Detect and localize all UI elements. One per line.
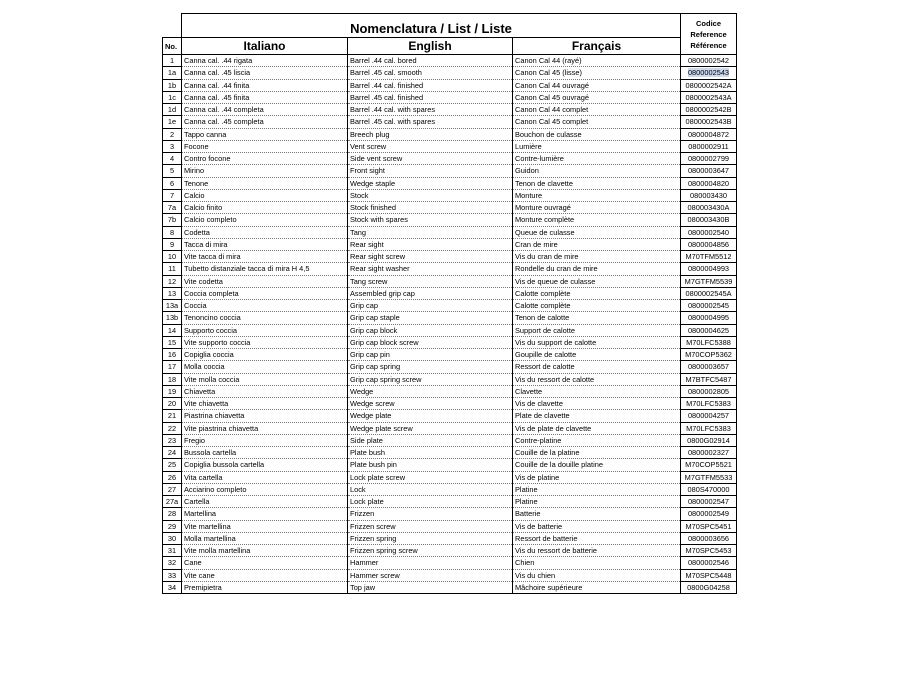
row-number-cell: 7 — [163, 189, 182, 201]
francais-cell: Canon Cal 45 (lisse) — [513, 67, 681, 79]
selected-code-text[interactable]: 0800002543 — [687, 68, 730, 78]
row-number-cell: 5 — [163, 165, 182, 177]
table-row — [163, 263, 737, 275]
francais-cell: Support de calotte — [513, 324, 681, 336]
english-cell: Barrel .45 cal. finished — [348, 91, 513, 103]
italiano-cell: Mirino — [182, 165, 348, 177]
row-number-cell: 1d — [163, 104, 182, 116]
english-cell: Wedge screw — [348, 398, 513, 410]
table-row — [163, 116, 737, 128]
row-number-cell: 1a — [163, 67, 182, 79]
francais-cell: Tenon de calotte — [513, 312, 681, 324]
english-cell: Rear sight — [348, 238, 513, 250]
table-row — [163, 398, 737, 410]
francais-cell: Vis du support de calotte — [513, 336, 681, 348]
francais-cell: Vis de platine — [513, 471, 681, 483]
italiano-cell: Tenone — [182, 177, 348, 189]
code-cell: 0800004257 — [681, 410, 737, 422]
francais-cell: Vis du chien — [513, 569, 681, 581]
row-number-cell: 15 — [163, 336, 182, 348]
row-number-cell: 32 — [163, 557, 182, 569]
italiano-cell: Codetta — [182, 226, 348, 238]
italiano-cell: Vita cartella — [182, 471, 348, 483]
english-cell: Rear sight washer — [348, 263, 513, 275]
table-body — [163, 55, 737, 594]
english-cell: Grip cap staple — [348, 312, 513, 324]
english-cell: Plate bush — [348, 447, 513, 459]
english-cell: Front sight — [348, 165, 513, 177]
table-row — [163, 104, 737, 116]
francais-cell: Vis de clavette — [513, 398, 681, 410]
code-cell: M7GTFM5533 — [681, 471, 737, 483]
row-number-cell: 21 — [163, 410, 182, 422]
francais-cell: Queue de culasse — [513, 226, 681, 238]
francais-cell: Platine — [513, 483, 681, 495]
francais-cell: Contre-lumière — [513, 153, 681, 165]
table-row — [163, 373, 737, 385]
code-cell: 0800002545A — [681, 287, 737, 299]
row-number-cell: 34 — [163, 581, 182, 593]
english-cell: Hammer screw — [348, 569, 513, 581]
row-number-cell: 16 — [163, 349, 182, 361]
code-cell: 080003430A — [681, 202, 737, 214]
francais-cell: Rondelle du cran de mire — [513, 263, 681, 275]
italiano-cell: Cane — [182, 557, 348, 569]
table-row — [163, 361, 737, 373]
code-cell: 0800004993 — [681, 263, 737, 275]
code-cell: 0800003657 — [681, 361, 737, 373]
italiano-cell: Premipietra — [182, 581, 348, 593]
francais-cell: Mâchoire supérieure — [513, 581, 681, 593]
row-number-cell: 24 — [163, 447, 182, 459]
row-number-cell: 17 — [163, 361, 182, 373]
francais-cell: Couille de la douille platine — [513, 459, 681, 471]
francais-cell: Vis du ressort de batterie — [513, 545, 681, 557]
italiano-cell: Canna cal. .44 rigata — [182, 55, 348, 67]
table-row — [163, 496, 737, 508]
italiano-cell: Tappo canna — [182, 128, 348, 140]
code-header-it: Codice — [695, 18, 721, 28]
table-row — [163, 569, 737, 581]
italiano-cell: Canna cal. .45 liscia — [182, 67, 348, 79]
code-cell: M70SPC5453 — [681, 545, 737, 557]
code-cell — [681, 67, 737, 79]
francais-column-header: Français — [513, 38, 681, 55]
english-cell: Side vent screw — [348, 153, 513, 165]
italiano-cell: Fregio — [182, 434, 348, 446]
francais-cell: Chien — [513, 557, 681, 569]
row-number-cell: 7b — [163, 214, 182, 226]
english-cell: Lock plate screw — [348, 471, 513, 483]
english-cell: Tang — [348, 226, 513, 238]
table-row — [163, 238, 737, 250]
francais-cell: Monture — [513, 189, 681, 201]
italiano-cell: Molla martellina — [182, 532, 348, 544]
code-cell: 0800002543B — [681, 116, 737, 128]
code-cell: 0800002546 — [681, 557, 737, 569]
table-row — [163, 520, 737, 532]
row-number-cell: 1e — [163, 116, 182, 128]
code-cell: 0800002549 — [681, 508, 737, 520]
table-row — [163, 532, 737, 544]
italiano-cell: Piastrina chiavetta — [182, 410, 348, 422]
table-row — [163, 202, 737, 214]
italiano-cell: Tacca di mira — [182, 238, 348, 250]
italiano-cell: Vite martellina — [182, 520, 348, 532]
italiano-cell: Supporto coccia — [182, 324, 348, 336]
francais-cell: Calotte complète — [513, 287, 681, 299]
francais-cell: Tenon de clavette — [513, 177, 681, 189]
english-cell: Frizzen spring — [348, 532, 513, 544]
code-cell: 0800002911 — [681, 140, 737, 152]
table-row — [163, 434, 737, 446]
english-cell: Grip cap spring — [348, 361, 513, 373]
table-row — [163, 410, 737, 422]
english-cell: Grip cap pin — [348, 349, 513, 361]
code-cell: 0800002327 — [681, 447, 737, 459]
code-cell: M70SPC5448 — [681, 569, 737, 581]
italiano-cell: Vite chiavetta — [182, 398, 348, 410]
francais-cell: Canon Cal 45 complet — [513, 116, 681, 128]
table-row — [163, 459, 737, 471]
code-header-fr: Référence — [690, 40, 727, 50]
code-cell: 0800004625 — [681, 324, 737, 336]
code-header-en: Reference — [690, 29, 727, 39]
english-cell: Breech plug — [348, 128, 513, 140]
italiano-cell: Canna cal. .44 finita — [182, 79, 348, 91]
row-number-cell: 33 — [163, 569, 182, 581]
francais-cell: Canon Cal 44 (rayé) — [513, 55, 681, 67]
row-number-cell: 29 — [163, 520, 182, 532]
table-row — [163, 349, 737, 361]
code-cell: 080003430B — [681, 214, 737, 226]
table-row — [163, 545, 737, 557]
row-number-cell: 6 — [163, 177, 182, 189]
italiano-cell: Vite supporto coccia — [182, 336, 348, 348]
italiano-cell: Canna cal. .45 finita — [182, 91, 348, 103]
row-number-cell: 13b — [163, 312, 182, 324]
italiano-cell: Bussola cartella — [182, 447, 348, 459]
francais-cell: Monture ouvragé — [513, 202, 681, 214]
row-number-cell: 22 — [163, 422, 182, 434]
francais-cell: Canon Cal 44 complet — [513, 104, 681, 116]
code-cell: 0800002547 — [681, 496, 737, 508]
english-cell: Barrel .44 cal. with spares — [348, 104, 513, 116]
table-row — [163, 483, 737, 495]
table-row — [163, 385, 737, 397]
english-cell: Grip cap spring screw — [348, 373, 513, 385]
italiano-cell: Copiglia bussola cartella — [182, 459, 348, 471]
english-cell: Lock — [348, 483, 513, 495]
row-number-cell: 14 — [163, 324, 182, 336]
table-row — [163, 275, 737, 287]
table-row — [163, 336, 737, 348]
english-cell: Side plate — [348, 434, 513, 446]
code-cell: M70TFM5512 — [681, 251, 737, 263]
row-number-cell: 20 — [163, 398, 182, 410]
francais-cell: Canon Cal 45 ouvragé — [513, 91, 681, 103]
table-title: Nomenclatura / List / Liste — [182, 14, 681, 38]
italiano-cell: Vite cane — [182, 569, 348, 581]
row-number-cell: 13a — [163, 300, 182, 312]
english-cell: Plate bush pin — [348, 459, 513, 471]
table-row — [163, 287, 737, 299]
english-cell: Frizzen — [348, 508, 513, 520]
italiano-cell: Tubetto distanziale tacca di mira H 4,5 — [182, 263, 348, 275]
code-cell: 0800003656 — [681, 532, 737, 544]
francais-cell: Calotte complète — [513, 300, 681, 312]
code-cell: 0800G04258 — [681, 581, 737, 593]
row-number-cell: 19 — [163, 385, 182, 397]
english-cell: Wedge staple — [348, 177, 513, 189]
code-cell: 0800002799 — [681, 153, 737, 165]
code-cell: M70SPC5451 — [681, 520, 737, 532]
code-cell: M7GTFM5539 — [681, 275, 737, 287]
row-number-cell: 27a — [163, 496, 182, 508]
italiano-cell: Calcio finito — [182, 202, 348, 214]
english-cell: Barrel .44 cal. finished — [348, 79, 513, 91]
code-cell: M70COP5521 — [681, 459, 737, 471]
italiano-cell: Vite tacca di mira — [182, 251, 348, 263]
english-cell: Grip cap block — [348, 324, 513, 336]
english-cell: Top jaw — [348, 581, 513, 593]
english-cell: Assembled grip cap — [348, 287, 513, 299]
italiano-cell: Chiavetta — [182, 385, 348, 397]
table-row — [163, 214, 737, 226]
francais-cell: Platine — [513, 496, 681, 508]
italiano-cell: Vite molla coccia — [182, 373, 348, 385]
code-cell: 0800004872 — [681, 128, 737, 140]
code-cell: 080003430 — [681, 189, 737, 201]
francais-cell: Vis de batterie — [513, 520, 681, 532]
francais-cell: Clavette — [513, 385, 681, 397]
row-number-cell: 9 — [163, 238, 182, 250]
italiano-cell: Focone — [182, 140, 348, 152]
francais-cell: Vis de queue de culasse — [513, 275, 681, 287]
code-cell: 0800003647 — [681, 165, 737, 177]
table-row — [163, 226, 737, 238]
table-row — [163, 300, 737, 312]
english-column-header: English — [348, 38, 513, 55]
francais-cell: Couille de la platine — [513, 447, 681, 459]
table-row — [163, 447, 737, 459]
table-row — [163, 67, 737, 79]
row-number-cell: 18 — [163, 373, 182, 385]
table-row — [163, 557, 737, 569]
italiano-cell: Canna cal. .44 completa — [182, 104, 348, 116]
francais-cell: Ressort de batterie — [513, 532, 681, 544]
english-cell: Vent screw — [348, 140, 513, 152]
table-row — [163, 140, 737, 152]
italiano-cell: Vite molla martellina — [182, 545, 348, 557]
english-cell: Hammer — [348, 557, 513, 569]
table-row — [163, 177, 737, 189]
francais-cell: Ressort de calotte — [513, 361, 681, 373]
english-cell: Frizzen screw — [348, 520, 513, 532]
italiano-cell: Tenoncino coccia — [182, 312, 348, 324]
italiano-cell: Martellina — [182, 508, 348, 520]
code-cell: 0800004995 — [681, 312, 737, 324]
francais-cell: Canon Cal 44 ouvragé — [513, 79, 681, 91]
english-cell: Stock — [348, 189, 513, 201]
english-cell: Stock with spares — [348, 214, 513, 226]
english-cell: Tang screw — [348, 275, 513, 287]
code-cell: 0800002542B — [681, 104, 737, 116]
francais-cell: Batterie — [513, 508, 681, 520]
table-row — [163, 581, 737, 593]
row-number-cell: 1b — [163, 79, 182, 91]
italiano-cell: Canna cal. .45 completa — [182, 116, 348, 128]
italiano-cell: Coccia completa — [182, 287, 348, 299]
table-row — [163, 471, 737, 483]
no-column-header: No. — [163, 38, 182, 55]
row-number-cell: 4 — [163, 153, 182, 165]
code-cell: 0800002545 — [681, 300, 737, 312]
row-number-cell: 1c — [163, 91, 182, 103]
code-cell: 0800002540 — [681, 226, 737, 238]
row-number-cell: 26 — [163, 471, 182, 483]
english-cell: Rear sight screw — [348, 251, 513, 263]
row-number-cell: 13 — [163, 287, 182, 299]
code-cell: 0800002543A — [681, 91, 737, 103]
english-cell: Barrel .44 cal. bored — [348, 55, 513, 67]
english-cell: Barrel .45 cal. smooth — [348, 67, 513, 79]
row-number-cell: 12 — [163, 275, 182, 287]
code-cell: M70LFC5383 — [681, 422, 737, 434]
row-number-cell: 28 — [163, 508, 182, 520]
table-row — [163, 153, 737, 165]
row-number-cell: 8 — [163, 226, 182, 238]
code-cell: 0800002805 — [681, 385, 737, 397]
francais-cell: Plate de clavette — [513, 410, 681, 422]
francais-cell: Vis du cran de mire — [513, 251, 681, 263]
row-number-cell: 25 — [163, 459, 182, 471]
english-cell: Grip cap — [348, 300, 513, 312]
francais-cell: Bouchon de culasse — [513, 128, 681, 140]
parts-table — [162, 13, 737, 594]
italiano-cell: Cartella — [182, 496, 348, 508]
francais-cell: Goupille de calotte — [513, 349, 681, 361]
italiano-cell: Vite codetta — [182, 275, 348, 287]
row-number-cell: 27 — [163, 483, 182, 495]
code-cell: 0800G02914 — [681, 434, 737, 446]
english-cell: Barrel .45 cal. with spares — [348, 116, 513, 128]
francais-cell: Contre-platine — [513, 434, 681, 446]
francais-cell: Lumière — [513, 140, 681, 152]
italiano-cell: Contro focone — [182, 153, 348, 165]
francais-cell: Monture complète — [513, 214, 681, 226]
italiano-cell: Acciarino completo — [182, 483, 348, 495]
italiano-cell: Coccia — [182, 300, 348, 312]
english-cell: Stock finished — [348, 202, 513, 214]
code-cell: 0800004820 — [681, 177, 737, 189]
english-cell: Lock plate — [348, 496, 513, 508]
francais-cell: Guidon — [513, 165, 681, 177]
table-row — [163, 165, 737, 177]
row-number-cell: 23 — [163, 434, 182, 446]
table-row — [163, 422, 737, 434]
corner-blank-cell — [163, 14, 182, 38]
italiano-cell: Calcio — [182, 189, 348, 201]
code-cell: 0800002542 — [681, 55, 737, 67]
parts-list-sheet — [162, 13, 736, 594]
italiano-cell: Copiglia coccia — [182, 349, 348, 361]
code-cell: 0800004856 — [681, 238, 737, 250]
table-row — [163, 312, 737, 324]
italiano-cell: Vite piastrina chiavetta — [182, 422, 348, 434]
english-cell: Wedge — [348, 385, 513, 397]
francais-cell: Vis du ressort de calotte — [513, 373, 681, 385]
english-cell: Wedge plate screw — [348, 422, 513, 434]
row-number-cell: 31 — [163, 545, 182, 557]
code-cell: M70LFC5388 — [681, 336, 737, 348]
code-cell: M70LFC5383 — [681, 398, 737, 410]
row-number-cell: 2 — [163, 128, 182, 140]
italiano-cell: Molla coccia — [182, 361, 348, 373]
row-number-cell: 30 — [163, 532, 182, 544]
row-number-cell: 1 — [163, 55, 182, 67]
table-row — [163, 91, 737, 103]
table-row — [163, 128, 737, 140]
table-row — [163, 189, 737, 201]
code-column-header — [681, 14, 737, 55]
table-row — [163, 508, 737, 520]
code-cell: 0800002542A — [681, 79, 737, 91]
code-cell: M70COP5362 — [681, 349, 737, 361]
table-row — [163, 55, 737, 67]
row-number-cell: 10 — [163, 251, 182, 263]
italiano-cell: Calcio completo — [182, 214, 348, 226]
table-row — [163, 79, 737, 91]
code-cell: 080S470000 — [681, 483, 737, 495]
italiano-column-header: Italiano — [182, 38, 348, 55]
francais-cell: Vis de plate de clavette — [513, 422, 681, 434]
table-row — [163, 324, 737, 336]
english-cell: Frizzen spring screw — [348, 545, 513, 557]
table-row — [163, 251, 737, 263]
row-number-cell: 11 — [163, 263, 182, 275]
row-number-cell: 7a — [163, 202, 182, 214]
english-cell: Wedge plate — [348, 410, 513, 422]
english-cell: Grip cap block screw — [348, 336, 513, 348]
francais-cell: Cran de mire — [513, 238, 681, 250]
code-cell: M7BTFC5487 — [681, 373, 737, 385]
row-number-cell: 3 — [163, 140, 182, 152]
